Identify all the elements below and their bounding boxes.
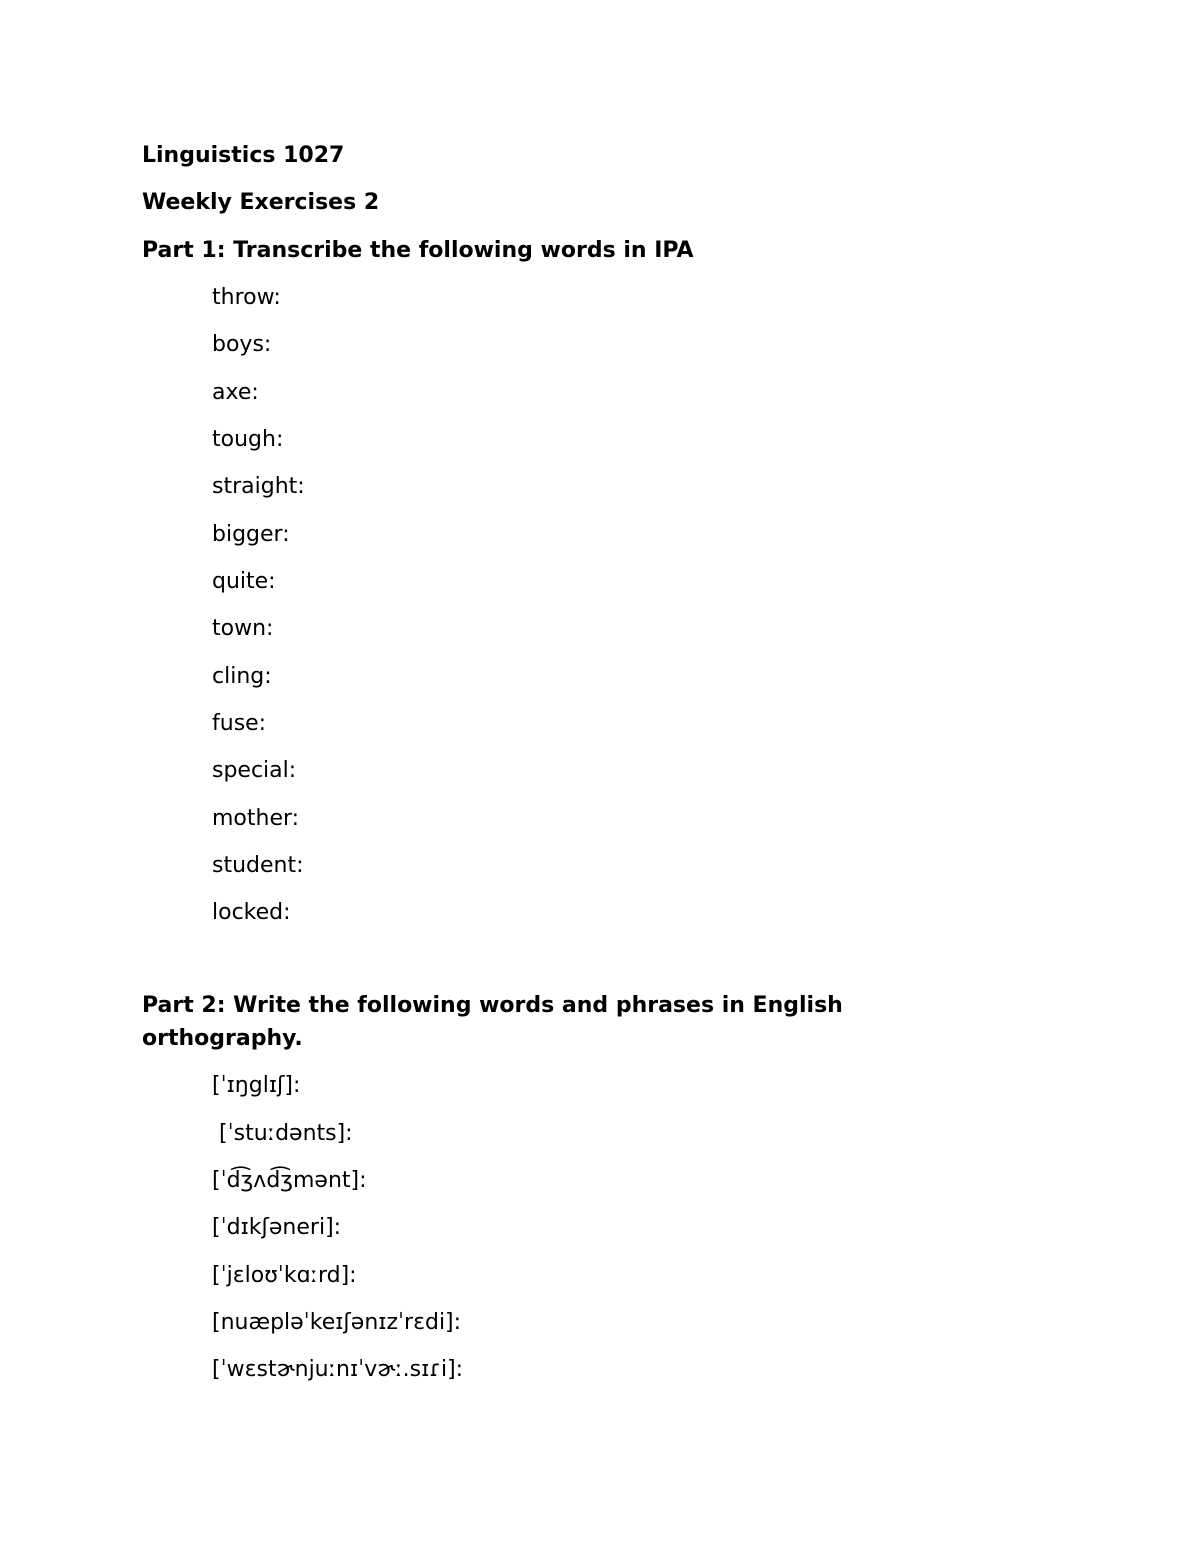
part2-item: [ˈd͡ʒʌd͡ʒmənt]: [212,1168,367,1193]
part1-item: fuse: [212,711,267,736]
exercise-subtitle: Weekly Exercises 2 [142,190,380,215]
part2-item: [ˈwɛstɚnjuːnɪˈvɚː.sɪɾi]: [212,1357,464,1382]
part2-heading: Part 2: Write the following words and phrases in English orthography. [142,993,843,1051]
part1-heading: Part 1: Transcribe the following words in IPA [142,238,694,263]
course-title: Linguistics 1027 [142,143,345,168]
part1-item: throw: [212,285,281,310]
part1-item: bigger: [212,522,290,547]
part1-item: student: [212,853,304,878]
part2-item: [ˈdɪkʃəneri]: [212,1215,342,1240]
part2-item: [ˈɪŋglɪʃ]: [212,1073,301,1098]
part1-item: axe: [212,380,259,405]
part1-item: locked: [212,900,291,925]
part2-item: [nuæpləˈkeɪʃənɪzˈrɛdi]: [212,1310,462,1335]
part1-item: town: [212,616,274,641]
part1-item: quite: [212,569,276,594]
part1-item: special: [212,758,297,783]
part1-item: boys: [212,332,272,357]
part2-item: [ˈjɛloʊˈkɑːrd]: [212,1263,357,1288]
part1-item: straight: [212,474,305,499]
part1-item: tough: [212,427,284,452]
part2-item: [ˈstuːdənts]: [212,1121,353,1146]
part1-item: cling: [212,664,272,689]
part1-item: mother: [212,806,300,831]
